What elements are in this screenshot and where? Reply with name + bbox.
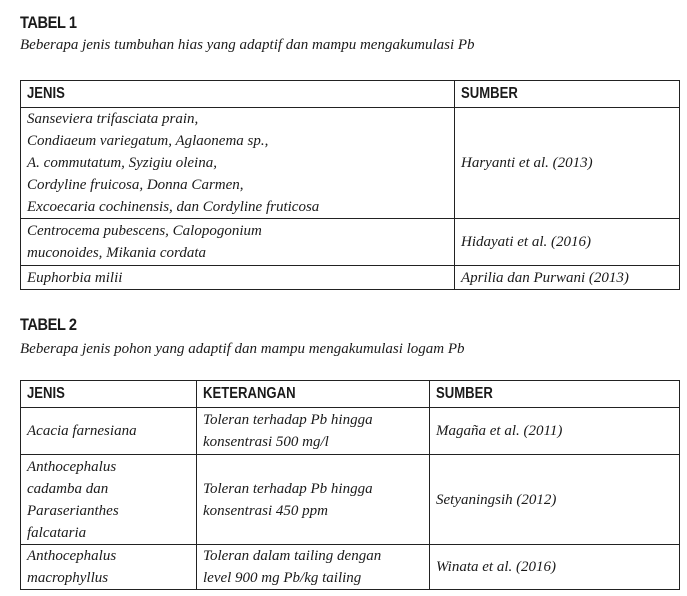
table2-cell-jenis: Acacia farnesiana xyxy=(21,408,197,455)
table-row xyxy=(21,219,680,266)
table-row xyxy=(21,266,680,290)
table2-cell-sumber: Winata et al. (2016) xyxy=(430,545,680,590)
table2-cell-keterangan: Toleran terhadap Pb hingga konsentrasi 500 mg/l xyxy=(197,408,430,455)
table1-title: TABEL 1 xyxy=(20,13,77,32)
table2-cell-keterangan: Toleran dalam tailing dengan level 900 mg Pb/kg tailing xyxy=(197,545,430,590)
table1-header-row xyxy=(21,81,680,108)
table2-cell-sumber: Setyaningsih (2012) xyxy=(430,455,680,545)
table1-caption: Beberapa jenis tumbuhan hias yang adaptif dan mampu mengakumulasi Pb xyxy=(20,37,475,53)
table1-cell-sumber: Haryanti et al. (2013) xyxy=(455,108,680,219)
table-row xyxy=(21,408,680,455)
table2-cell-jenis: Anthocephalus cadamba dan Paraserianthes falcataria xyxy=(21,455,197,545)
table-row xyxy=(21,455,680,545)
table2 xyxy=(20,380,680,590)
table1-cell-sumber: Hidayati et al. (2016) xyxy=(455,219,680,266)
table2-cell-keterangan: Toleran terhadap Pb hingga konsentrasi 450 ppm xyxy=(197,455,430,545)
table2-header-sumber: SUMBER xyxy=(430,381,680,408)
table1-cell-jenis: Euphorbia milii xyxy=(21,266,455,290)
table2-title: TABEL 2 xyxy=(20,315,77,334)
table1 xyxy=(20,80,680,290)
table1-header-jenis: JENIS xyxy=(21,81,455,108)
table2-caption: Beberapa jenis pohon yang adaptif dan mampu mengakumulasi logam Pb xyxy=(20,341,465,357)
table2-cell-sumber: Magaña et al. (2011) xyxy=(430,408,680,455)
table1-cell-jenis: Sanseviera trifasciata prain, Condiaeum variegatum, Aglaonema sp., A. commutatum, Syzigiu oleina, Cordyline fruicosa, Donna Carmen, Excoecaria cochinensis, dan Cordyline fruticosa xyxy=(21,108,455,219)
table-row xyxy=(21,108,680,219)
table1-cell-jenis: Centrocema pubescens, Calopogonium muconoides, Mikania cordata xyxy=(21,219,455,266)
table1-cell-sumber: Aprilia dan Purwani (2013) xyxy=(455,266,680,290)
table2-cell-jenis: Anthocephalus macrophyllus xyxy=(21,545,197,590)
table2-header-row xyxy=(21,381,680,408)
table-row xyxy=(21,545,680,590)
table1-header-sumber: SUMBER xyxy=(455,81,680,108)
table2-header-jenis: JENIS xyxy=(21,381,197,408)
table2-header-keterangan: KETERANGAN xyxy=(197,381,430,408)
